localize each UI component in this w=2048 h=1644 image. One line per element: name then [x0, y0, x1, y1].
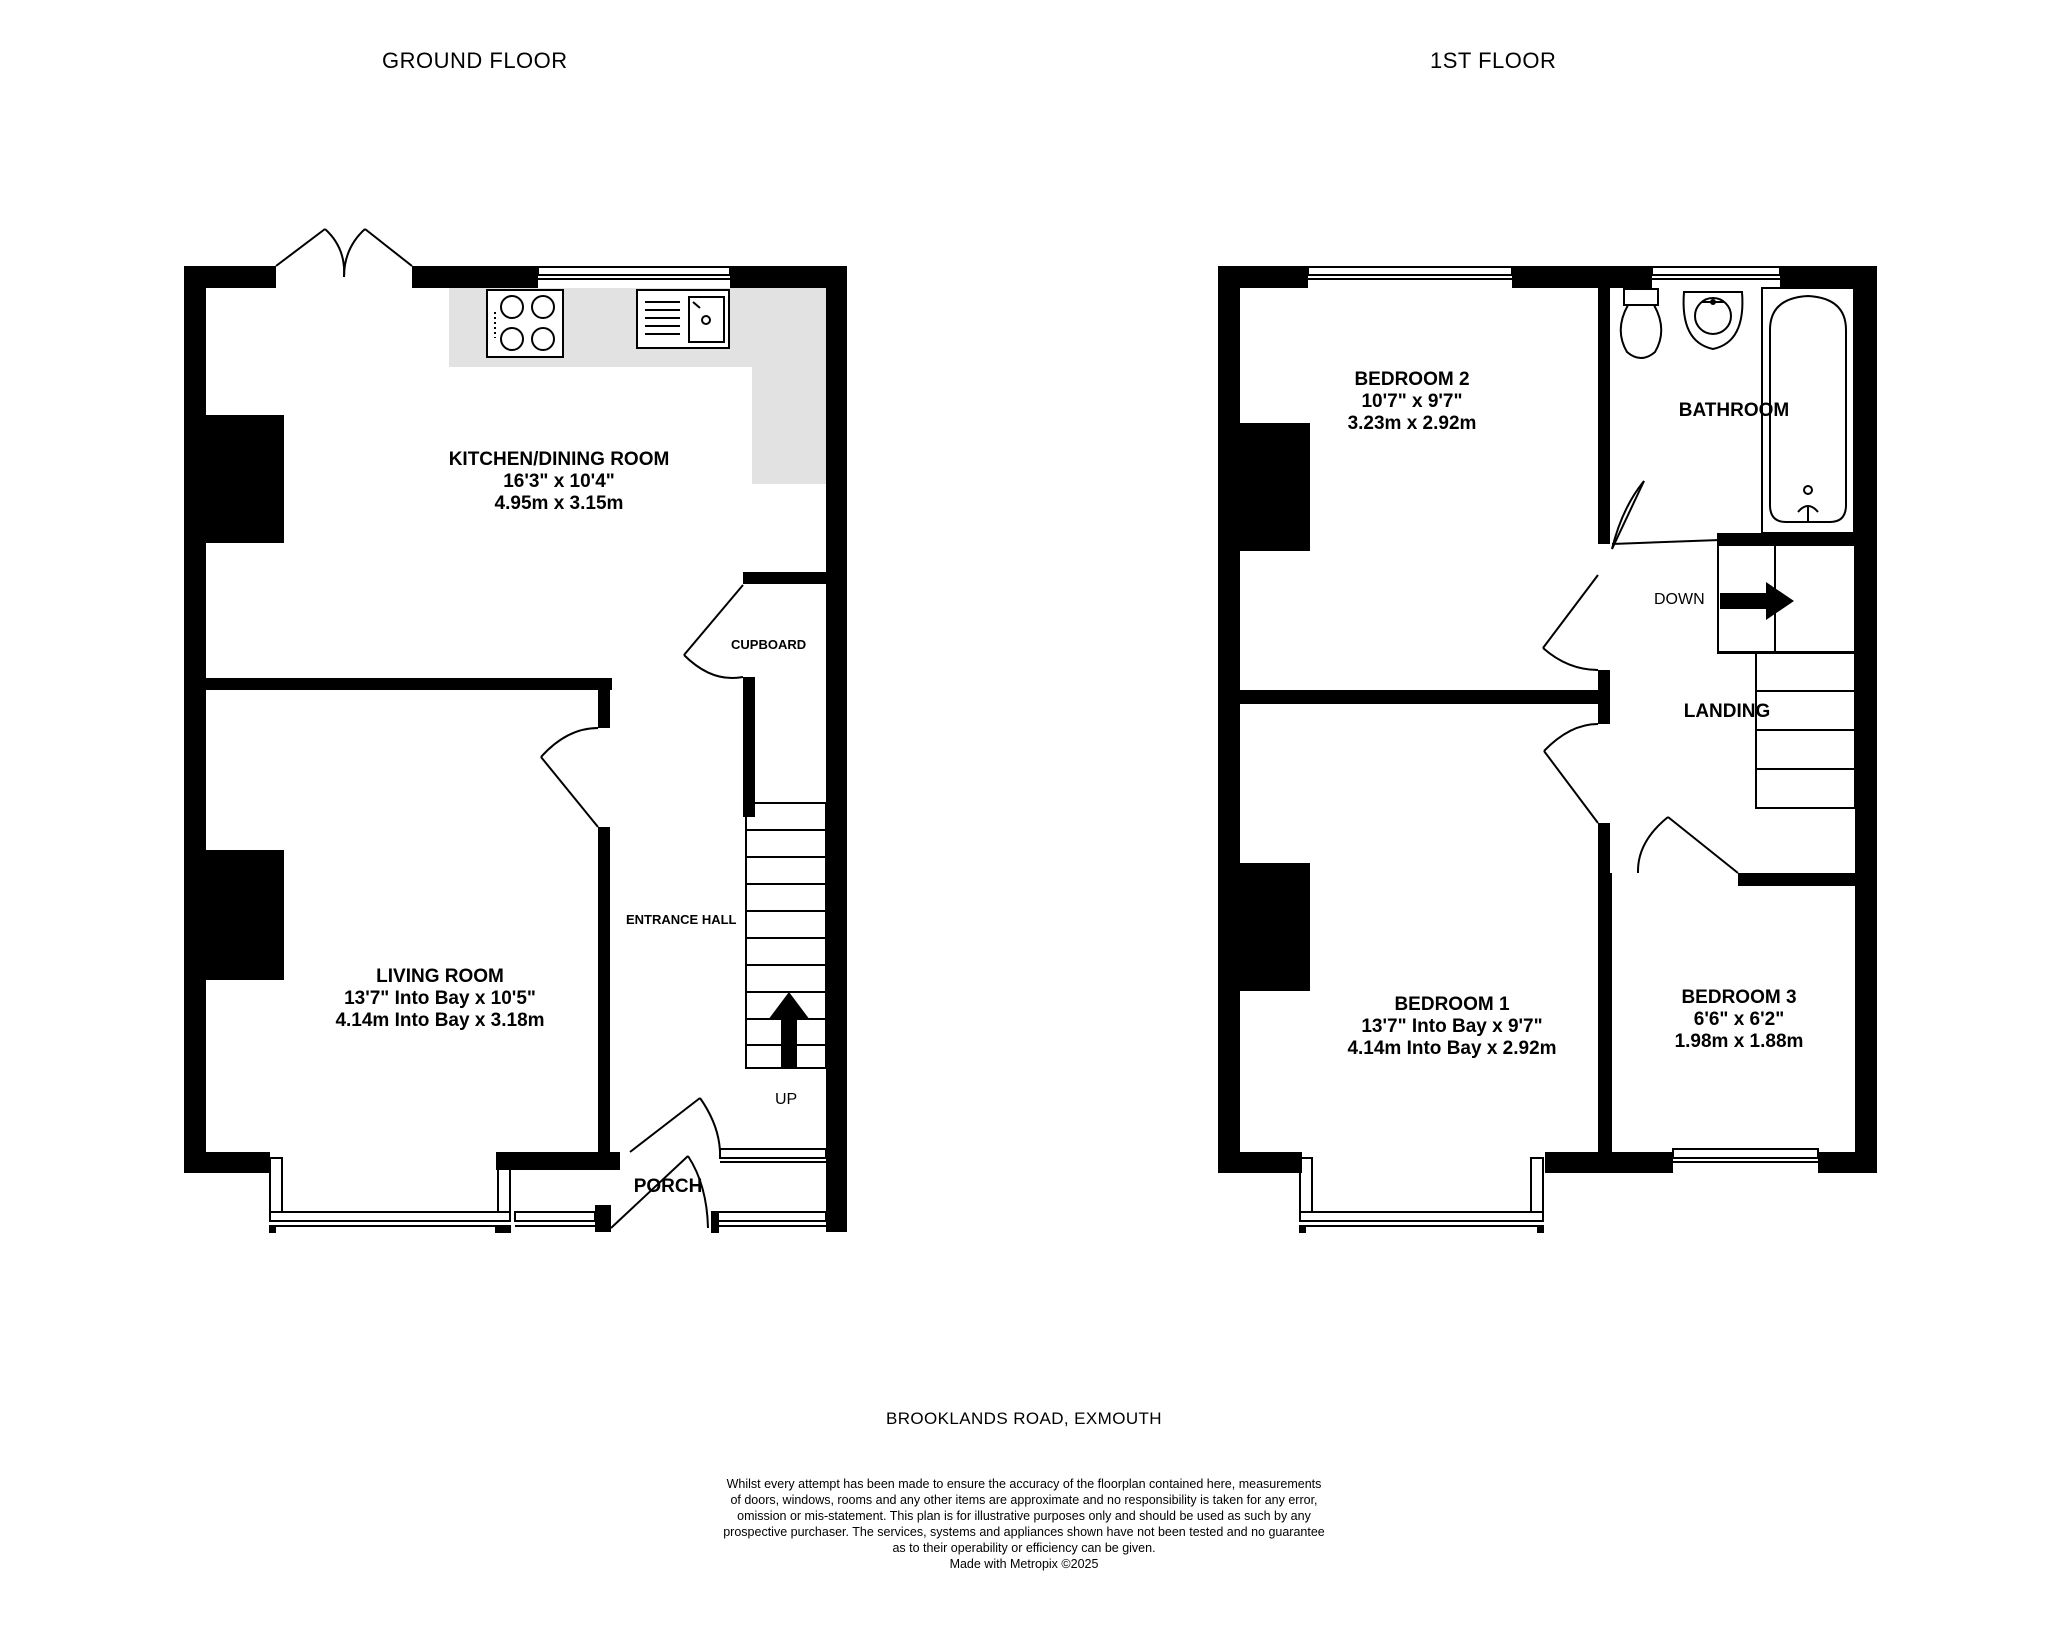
- front-door: [630, 1098, 720, 1152]
- bedroom3-imperial: 6'6" x 6'2": [1693, 1009, 1785, 1030]
- landing-label: LANDING: [1683, 701, 1771, 722]
- chimney-breast-living: [206, 850, 284, 980]
- living-name: LIVING ROOM: [376, 966, 504, 987]
- bedroom3-name: BEDROOM 3: [1681, 987, 1797, 1008]
- porch-window: [515, 1212, 595, 1226]
- stairs-up-arrow: [768, 992, 810, 1068]
- bedroom1-bay-window: [1300, 1158, 1543, 1232]
- ground-floor-plan: [184, 229, 847, 1232]
- bedroom2-name: BEDROOM 2: [1354, 369, 1470, 390]
- bedroom1-imperial: 13'7" Into Bay x 9'7": [1361, 1016, 1543, 1037]
- bedroom3-label: [1675, 987, 1804, 1053]
- disclaimer-credit: Made with Metropix ©2025: [949, 1557, 1099, 1571]
- disclaimer-line: Whilst every attempt has been made to ensure the accuracy of the floorplan contained here, measurements: [726, 1477, 1322, 1491]
- bedroom2-metric: 3.23m x 2.92m: [1347, 413, 1477, 434]
- porch-label: PORCH: [633, 1176, 703, 1197]
- disclaimer-line: as to their operability or efficiency can be given.: [892, 1541, 1156, 1555]
- bedroom1-label: [1347, 994, 1556, 1060]
- sink-icon: [637, 290, 729, 348]
- ground-floor-title: GROUND FLOOR: [382, 48, 568, 73]
- bedroom2-window: [1308, 267, 1512, 279]
- hob-icon: [487, 290, 563, 357]
- first-floor-title: 1ST FLOOR: [1430, 48, 1557, 73]
- kitchen-metric: 4.95m x 3.15m: [494, 493, 624, 514]
- bedroom2-label: [1348, 369, 1477, 435]
- living-room-door: [541, 728, 598, 827]
- cupboard-label: CUPBOARD: [731, 637, 807, 652]
- living-label: [335, 966, 544, 1032]
- chimney-breast-kitchen: [206, 415, 284, 543]
- living-bay-window: [270, 1158, 510, 1232]
- kitchen-name: KITCHEN/DINING ROOM: [448, 449, 670, 470]
- ground-interior-walls: [206, 572, 828, 1157]
- bedroom2-door: [1543, 575, 1598, 670]
- kitchen-imperial: 16'3" x 10'4": [503, 471, 615, 492]
- disclaimer-line: omission or mis-statement. This plan is for illustrative purposes only and should be used as such by any: [737, 1509, 1311, 1523]
- bedroom3-door: [1638, 817, 1738, 873]
- property-address: BROOKLANDS ROAD, EXMOUTH: [886, 1409, 1162, 1428]
- disclaimer: [674, 1476, 1374, 1572]
- porch-side-window: [712, 1212, 826, 1232]
- bedroom3-window: [1673, 1149, 1818, 1162]
- living-metric: 4.14m Into Bay x 3.18m: [335, 1010, 545, 1031]
- hall-window: [720, 1149, 826, 1162]
- bathroom-window: [1652, 267, 1780, 279]
- living-imperial: 13'7" Into Bay x 10'5": [344, 988, 536, 1009]
- disclaimer-line: prospective purchaser. The services, systems and appliances shown have not been tested and no guarantee: [723, 1525, 1325, 1539]
- bathroom-label: BATHROOM: [1678, 400, 1790, 421]
- chimney-breast-bedroom1: [1240, 863, 1310, 991]
- disclaimer-line: of doors, windows, rooms and any other items are approximate and no responsibility is taken for any error,: [730, 1493, 1318, 1507]
- bathroom-door: [1612, 481, 1720, 549]
- stairs-down-arrow: [1720, 582, 1794, 620]
- first-stairs: [1718, 545, 1855, 808]
- chimney-breast-bedroom2: [1240, 423, 1310, 551]
- bedroom1-name: BEDROOM 1: [1394, 994, 1510, 1015]
- toilet-icon: [1621, 289, 1662, 358]
- bedroom1-metric: 4.14m Into Bay x 2.92m: [1347, 1038, 1557, 1059]
- bedroom2-imperial: 10'7" x 9'7": [1361, 391, 1463, 412]
- entrance-hall-label: ENTRANCE HALL: [626, 912, 737, 927]
- basin-icon: [1684, 292, 1743, 349]
- french-doors: [276, 229, 412, 277]
- kitchen-label: [449, 449, 670, 515]
- kitchen-window: [538, 267, 730, 279]
- bedroom3-metric: 1.98m x 1.88m: [1674, 1031, 1804, 1052]
- bedroom1-door: [1544, 724, 1598, 823]
- stairs-down-label: DOWN: [1654, 591, 1705, 608]
- cupboard-door: [684, 585, 743, 678]
- stairs-up-label: UP: [775, 1091, 798, 1108]
